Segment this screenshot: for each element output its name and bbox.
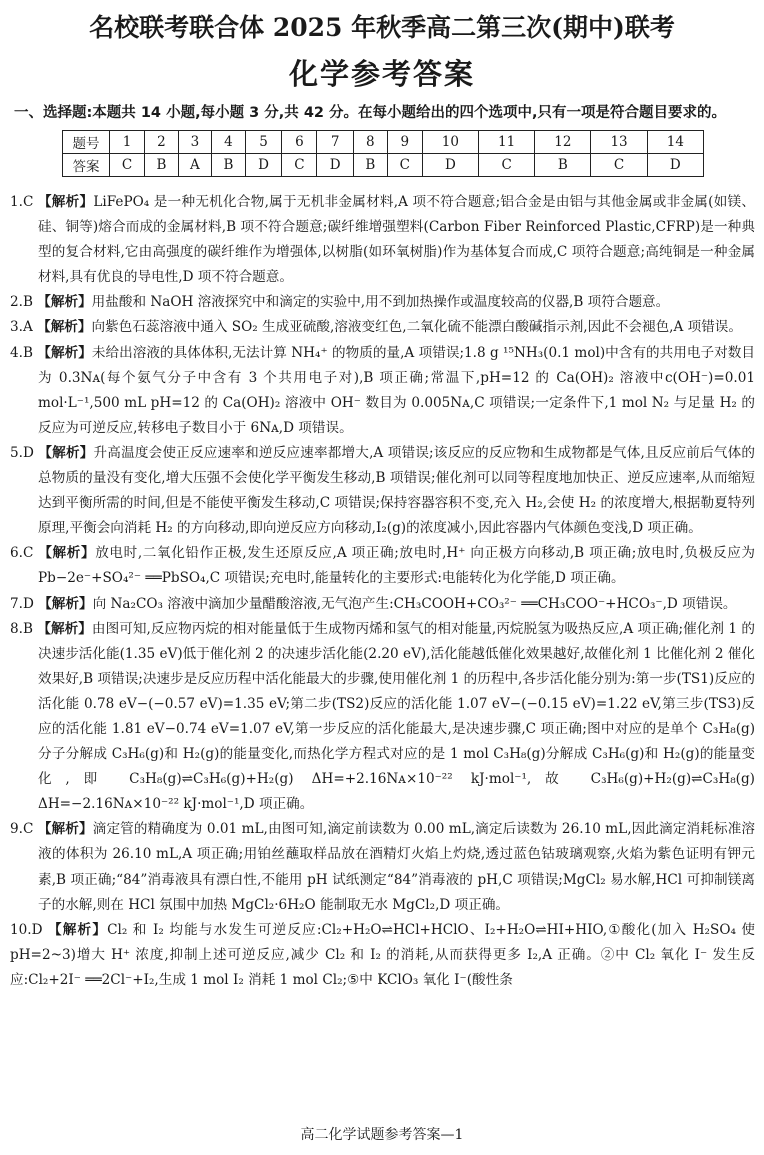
row-label-question: 题号 (63, 131, 110, 154)
answer-cell: B (535, 154, 591, 177)
analysis-tag: 【解析】 (37, 294, 92, 311)
question-number-cell: 3 (178, 131, 211, 154)
item-number: 5.D (10, 444, 34, 461)
answer-cell: D (422, 154, 478, 177)
page-title: 化学参考答案 (288, 57, 475, 91)
question-number-cell: 10 (422, 131, 478, 154)
explanation-text: LiFePO₄ 是一种无机化合物,属于无机非金属材料,A 项不符合题意;铝合金是由铝与其他金属或非金属(如镁、硅、铜等)熔合而成的金属材料,B 项不符合题意;碳纤维增强塑料(Carbon Fiber Reinforced Plastic,CFRP)是一种典型的复合材料,它由高强度的碳纤维作为增强体,以树脂(如环氧树脂)作为基体复合而成,C 项符合题意;高纯铜是一种金属材料,具有优良的导电性,D 项不符合题意。 (38, 194, 755, 286)
question-number-cell: 6 (282, 131, 317, 154)
item-number: 7.D (10, 595, 34, 612)
question-number-cell: 13 (591, 131, 647, 154)
explanation-text: 用盐酸和 NaOH 溶液探究中和滴定的实验中,用不到加热操作或温度较高的仪器,B 项符合题意。 (91, 294, 670, 311)
question-number-cell: 9 (387, 131, 422, 154)
item-number: 6.C (10, 545, 34, 562)
question-number-cell: 4 (212, 131, 246, 154)
explanation-item-10 (10, 918, 755, 993)
analysis-tag: 【解析】 (37, 821, 93, 838)
explanation-item-7 (10, 592, 755, 617)
question-number-cell: 5 (245, 131, 282, 154)
explanation-item-3 (10, 315, 755, 340)
analysis-tag: 【解析】 (37, 319, 92, 336)
item-number: 10.D (10, 921, 43, 938)
answer-cell: C (110, 154, 145, 177)
explanation-item-6 (10, 541, 755, 591)
explanation-text: 向 Na₂CO₃ 溶液中滴加少量醋酸溶液,无气泡产生:CH₃COOH+CO₃²⁻ ══CH₃COO⁻+HCO₃⁻,D 项错误。 (92, 595, 737, 612)
question-number-cell: 2 (145, 131, 179, 154)
analysis-tag: 【解析】 (48, 921, 108, 938)
question-number-cell: 7 (317, 131, 354, 154)
item-number: 8.B (10, 620, 33, 637)
explanation-text: 滴定管的精确度为 0.01 mL,由图可知,滴定前读数为 0.00 mL,滴定后读数为 26.10 mL,因此滴定消耗标准溶液的体积为 26.10 mL,A 项正确;用铂丝蘸取样品放在酒精灯火焰上灼烧,透过蓝色钴玻璃观察,火焰为紫色证明有钾元素,B 项正确;“84”消毒液具有漂白性,不能用 pH 试纸测定“84”消毒液的 pH,C 项错误;MgCl₂ 易水解,HCl 可抑制镁离子的水解,则在 HCl 氛围中加热 MgCl₂·6H₂O 能制取无水 MgCl₂,D 项正确。 (38, 821, 756, 913)
explanation-text: Cl₂ 和 I₂ 均能与水发生可逆反应:Cl₂+H₂O⇌HCl+HClO、I₂+H₂O⇌HI+HIO,①酸化(加入 H₂SO₄ 使 pH=2~3)增大 H⁺ 浓度,抑制上述可逆反应,减少 Cl₂ 和 I₂ 的消耗,从而获得更多 I₂,A 正确。②中 Cl₂ 氧化 I⁻ 发生反应:Cl₂+2I⁻ ══2Cl⁻+I₂,生成 1 mol I₂ 消耗 1 mol Cl₂;⑤中 KClO₃ 氧化 I⁻(酸性条 (10, 921, 755, 988)
question-number-cell: 11 (479, 131, 535, 154)
answer-cell: B (145, 154, 179, 177)
section-heading: 一、选择题:本题共 14 小题,每小题 3 分,共 42 分。在每小题给出的四个选项中,只有一项是符合题目要求的。 (14, 105, 727, 121)
question-number-cell: 12 (535, 131, 591, 154)
item-number: 9.C (10, 821, 34, 838)
explanation-item-2 (10, 290, 755, 315)
answer-cell: B (212, 154, 246, 177)
explanation-item-9 (10, 817, 755, 917)
answer-cell: D (647, 154, 703, 177)
answer-row (63, 154, 704, 177)
analysis-tag: 【解析】 (38, 444, 94, 461)
answer-cell: C (387, 154, 422, 177)
explanation-text: 放电时,二氧化铅作正极,发生还原反应,A 项正确;放电时,H⁺ 向正极方向移动,B 项正确;放电时,负极反应为 Pb−2e⁻+SO₄²⁻ ══PbSO₄,C 项错误;充电时,能量转化的主要形式:电能转化为化学能,D 项正确。 (38, 545, 755, 587)
analysis-tag: 【解析】 (37, 194, 94, 210)
item-number: 1.C (10, 194, 34, 210)
explanation-text: 升高温度会使正反应速率和逆反应速率都增大,A 项错误;该反应的反应物和生成物都是气体,且反应前后气体的总物质的量没有变化,增大压强不会使化学平衡发生移动,B 项错误;催化剂可以同等程度地加快正、逆反应速率,从而缩短达到平衡所需的时间,但是不能使平衡发生移动,C 项错误;保持容器容积不变,充入 H₂,会使 H₂ 的浓度增大,根据勒夏特列原理,平衡会向消耗 H₂ 的方向移动,即向逆反应方向移动,I₂(g)的浓度减小,因此容器内气体颜色变浅,D 项正确。 (38, 444, 756, 537)
question-number-cell: 8 (353, 131, 387, 154)
answer-cell: D (245, 154, 282, 177)
answer-cell: C (479, 154, 535, 177)
page-footer: 高二化学试题参考答案—1 (300, 1127, 464, 1143)
item-number: 3.A (10, 319, 33, 336)
exam-title: 名校联考联合体 2025 年秋季高二第三次(期中)联考 (89, 13, 675, 42)
answer-cell: C (282, 154, 317, 177)
explanation-item-1 (10, 190, 755, 290)
question-number-row (63, 131, 704, 154)
answer-cell: B (353, 154, 387, 177)
analysis-tag: 【解析】 (38, 545, 96, 562)
item-number: 4.B (10, 344, 33, 361)
analysis-tag: 【解析】 (37, 620, 92, 637)
question-number-cell: 14 (647, 131, 703, 154)
answer-cell: D (317, 154, 354, 177)
answer-cell: C (591, 154, 647, 177)
explanation-item-4 (10, 341, 755, 441)
explanation-list (10, 190, 755, 993)
answer-table (62, 130, 704, 177)
analysis-tag: 【解析】 (38, 595, 93, 612)
explanation-item-5 (10, 441, 755, 541)
question-number-cell: 1 (110, 131, 145, 154)
explanation-text: 未给出溶液的具体体积,无法计算 NH₄⁺ 的物质的量,A 项错误;1.8 g ¹⁵NH₃(0.1 mol)中含有的共用电子对数目为 0.3Nᴀ(每个氨气分子中含有 3 个共用电子对),B 项正确;常温下,pH=12 的 Ca(OH)₂ 溶液中c(OH⁻)=0.01 mol·L⁻¹,500 mL pH=12 的 Ca(OH)₂ 溶液中 OH⁻ 数目为 0.005Nᴀ,C 项错误;一定条件下,1 mol N₂ 与足量 H₂ 的反应为可逆反应,转移电子数目小于 6Nᴀ,D 项错误。 (38, 344, 756, 436)
answer-cell: A (178, 154, 211, 177)
row-label-answer: 答案 (63, 154, 110, 177)
item-number: 2.B (10, 294, 33, 311)
explanation-text: 由图可知,反应物丙烷的相对能量低于生成物丙烯和氢气的相对能量,丙烷脱氢为吸热反应,A 项正确;催化剂 1 的决速步活化能(1.35 eV)低于催化剂 2 的决速步活化能(2.20 eV),活化能越低催化效果越好,故催化剂 1 比催化剂 2 催化效果好,B 项错误;决速步是反应历程中活化能最大的步骤,使用催化剂 1 的历程中,各步活化能分别为:第一步(TS1)反应的活化能 0.78 eV−(−0.57 eV)=1.35 eV;第二步(TS2)反应的活化能 1.07 eV−(−0.15 eV)=1.22 eV,第三步(TS3)反应的活化能 1.81 eV−0.74 eV=1.07 eV,第一步反应的活化能最大,是决速步骤,C 项正确;图中对应的是单个 C₃H₈(g)分子分解成 C₃H₆(g)和 H₂(g)的能量变化,而热化学方程式对应的是 1 mol C₃H₈(g)分解成 C₃H₆(g)和 H₂(g)的能量变化,即 C₃H₈(g)⇌C₃H₆(g)+H₂(g) ΔH=+2.16Nᴀ×10⁻²² kJ·mol⁻¹,故 C₃H₆(g)+H₂(g)⇌C₃H₈(g) ΔH=−2.16Nᴀ×10⁻²² kJ·mol⁻¹,D 项正确。 (38, 620, 756, 813)
analysis-tag: 【解析】 (37, 344, 92, 361)
explanation-text: 向紫色石蕊溶液中通入 SO₂ 生成亚硫酸,溶液变红色,二氧化硫不能漂白酸碱指示剂,因此不会褪色,A 项错误。 (91, 319, 742, 336)
explanation-item-8 (10, 617, 755, 818)
